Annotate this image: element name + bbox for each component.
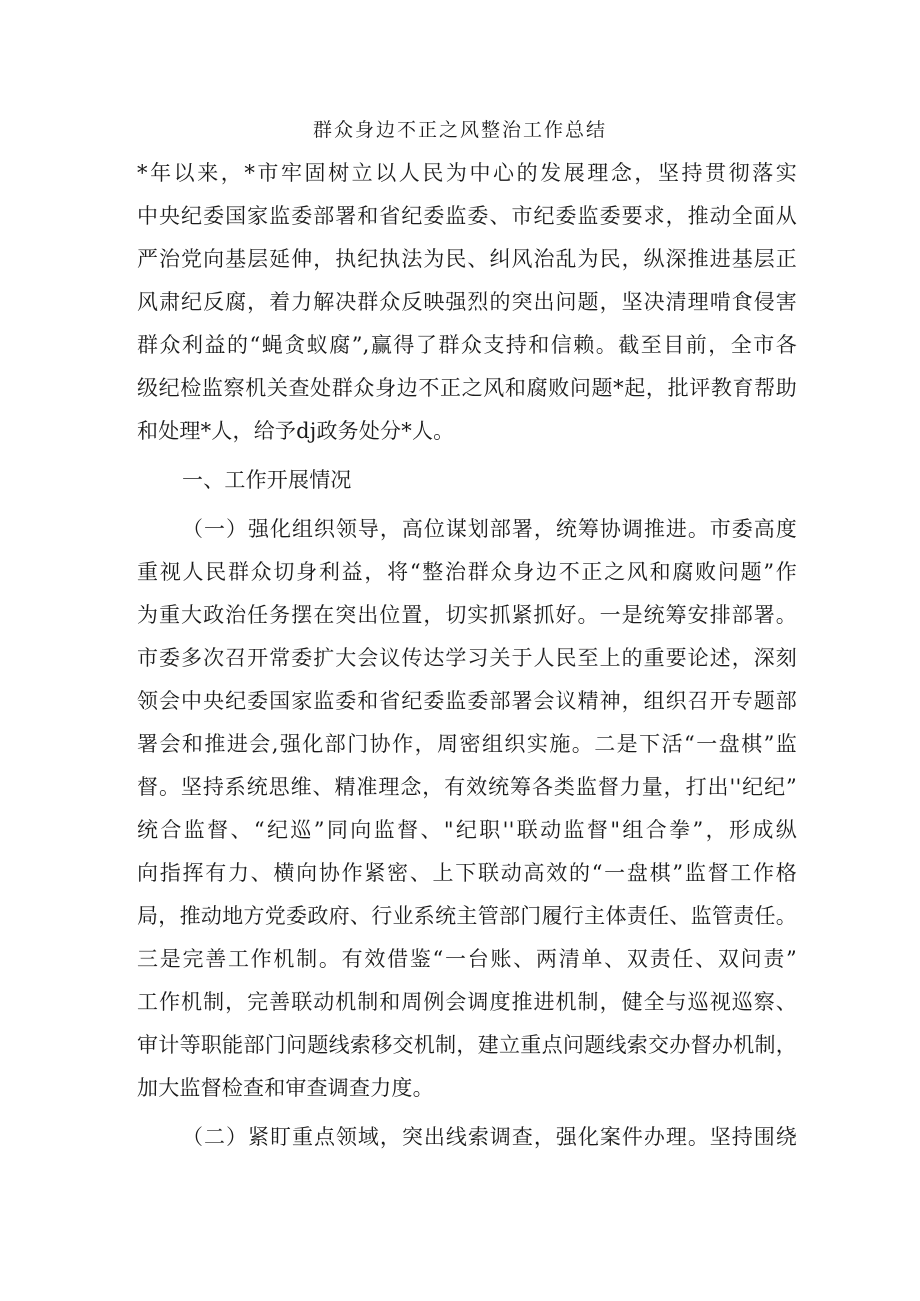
paragraph-line: （一）强化组织领导，高位谋划部署，统筹协调推进。市委高度 [182, 517, 797, 541]
document-title: 群众身边不正之风整治工作总结 [312, 119, 607, 141]
paragraph-line: 局，推动地方党委政府、行业系统主管部门履行主体责任、监管责任。 [137, 904, 797, 928]
paragraph-line: （二）紧盯重点领域，突出线索调查，强化案件办理。坚持围绕 [182, 1125, 797, 1149]
paragraph-line: 署会和推进会,强化部门协作，周密组织实施。二是下活“一盘棋”监 [137, 732, 797, 756]
paragraph-line: 工作机制，完善联动机制和周例会调度推进机制，健全与巡视巡察、 [137, 990, 797, 1014]
paragraph-line: 级纪检监察机关查处群众身边不正之风和腐败问题*起，批评教育帮助 [137, 376, 797, 400]
paragraph-line: 领会中央纪委国家监委和省纪委监委部署会议精神，组织召开专题部 [137, 689, 797, 713]
paragraph-line: 审计等职能部门问题线索移交机制，建立重点问题线索交办督办机制， [137, 1033, 797, 1057]
paragraph-line: 为重大政治任务摆在突出位置，切实抓紧抓好。一是统筹安排部署。 [137, 603, 797, 627]
paragraph-line: 统合监督、“纪巡”同向监督、"纪职''联动监督"组合拳”，形成纵 [137, 818, 797, 842]
section-heading: 一、工作开展情况 [182, 468, 352, 492]
paragraph-line: 加大监督检查和审查调查力度。 [137, 1076, 434, 1100]
paragraph-line: 严治党向基层延伸，执纪执法为民、纠风治乱为民，纵深推进基层正 [137, 247, 797, 271]
paragraph-line: 和处理*人，给予dj政务处分*人。 [137, 419, 455, 443]
paragraph-line: 重视人民群众切身利益，将“整治群众身边不正之风和腐败问题”作 [137, 560, 797, 584]
paragraph-line: 督。坚持系统思维、精准理念，有效统筹各类监督力量，打出''纪纪” [137, 775, 797, 799]
paragraph-line: 向指挥有力、横向协作紧密、上下联动高效的“一盘棋”监督工作格 [137, 861, 797, 885]
paragraph-line: 中央纪委国家监委部署和省纪委监委、市纪委监委要求，推动全面从 [137, 204, 797, 228]
paragraph-line: 风肃纪反腐，着力解决群众反映强烈的突出问题，坚决清理啃食侵害 [137, 290, 797, 314]
paragraph-line: 三是完善工作机制。有效借鉴“一台账、两清单、双责任、双问责” [137, 947, 797, 971]
paragraph-line: 市委多次召开常委扩大会议传达学习关于人民至上的重要论述，深刻 [137, 646, 797, 670]
paragraph-line: 群众利益的“蝇贪蚁腐”,赢得了群众支持和信赖。截至目前，全市各 [137, 333, 797, 357]
paragraph-line: *年以来，*市牢固树立以人民为中心的发展理念，坚持贯彻落实 [137, 161, 797, 185]
